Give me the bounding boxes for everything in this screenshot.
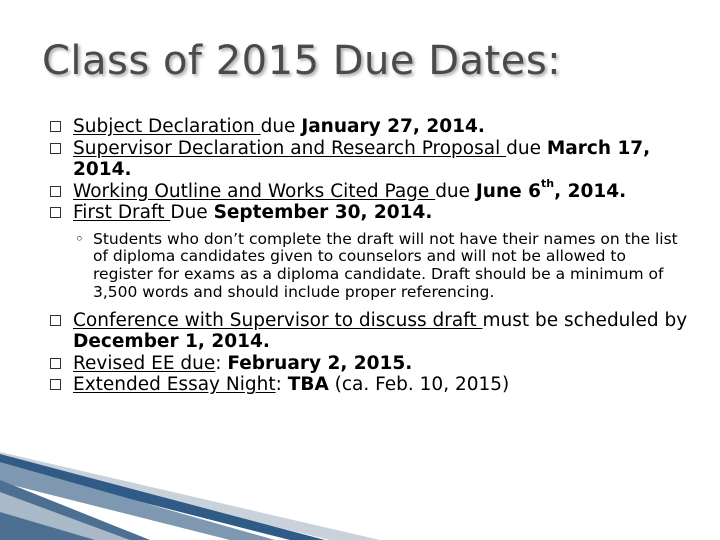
- item-text: due: [260, 116, 302, 137]
- checkbox-bullet-icon: [50, 186, 61, 197]
- list-item-first-draft: [48, 202, 688, 224]
- item-label: Conference with Supervisor to discuss draft: [73, 309, 483, 331]
- item-date: December 1, 2014.: [73, 331, 270, 353]
- checkbox-bullet-icon: [50, 207, 61, 218]
- item-date: June 6: [475, 180, 542, 202]
- item-text: Due: [170, 202, 214, 223]
- item-text: :: [215, 352, 228, 374]
- item-date: January 27, 2014.: [301, 116, 485, 137]
- item-text: due: [506, 137, 547, 159]
- item-label: Subject Declaration: [73, 116, 261, 137]
- item-date: September 30, 2014.: [213, 202, 433, 223]
- item-text: :: [275, 374, 288, 396]
- item-label: First Draft: [73, 202, 171, 223]
- list-item-supervisor-declaration: [48, 138, 688, 181]
- checkbox-bullet-icon: [50, 315, 61, 326]
- checkbox-bullet-icon: [50, 121, 61, 132]
- list-item-subject-declaration: [48, 116, 688, 138]
- item-label: Revised EE due: [73, 352, 216, 374]
- checkbox-bullet-icon: [50, 143, 61, 154]
- list-item-working-outline: [48, 177, 688, 203]
- checkbox-bullet-icon: [50, 379, 61, 390]
- sub-item-text: Students who don’t complete the draft will not have their names on the list of diploma candidates given to counselors and will not be allowed to register for exams as a diploma candidate. Draft should be a minimum of 3,500 words and should include proper referencing.: [93, 229, 678, 301]
- list-item-conference: [48, 310, 688, 353]
- page-title: Class of 2015 Due Dates:: [42, 38, 562, 84]
- item-label: Supervisor Declaration and Research Proposal: [73, 137, 507, 159]
- decorative-swoosh: [0, 452, 720, 540]
- due-date-list: [48, 116, 688, 396]
- item-text: must be scheduled by: [482, 309, 688, 331]
- sub-item-draft-note: [48, 231, 688, 302]
- item-date: TBA: [287, 374, 329, 396]
- list-item-extended-essay-night: [48, 374, 688, 396]
- item-text: due: [435, 180, 476, 202]
- checkbox-bullet-icon: [50, 358, 61, 369]
- item-date-suffix: th: [541, 177, 555, 191]
- list-item-revised-ee: [48, 353, 688, 375]
- item-note: (ca. Feb. 10, 2015): [328, 374, 510, 396]
- item-date-year: , 2014.: [554, 180, 627, 202]
- item-label: Extended Essay Night: [73, 374, 276, 396]
- item-date: February 2, 2015.: [227, 352, 413, 374]
- item-label: Working Outline and Works Cited Page: [73, 180, 436, 202]
- circle-bullet-icon: ◦: [75, 229, 84, 248]
- item-date: March 17, 2014.: [73, 137, 651, 180]
